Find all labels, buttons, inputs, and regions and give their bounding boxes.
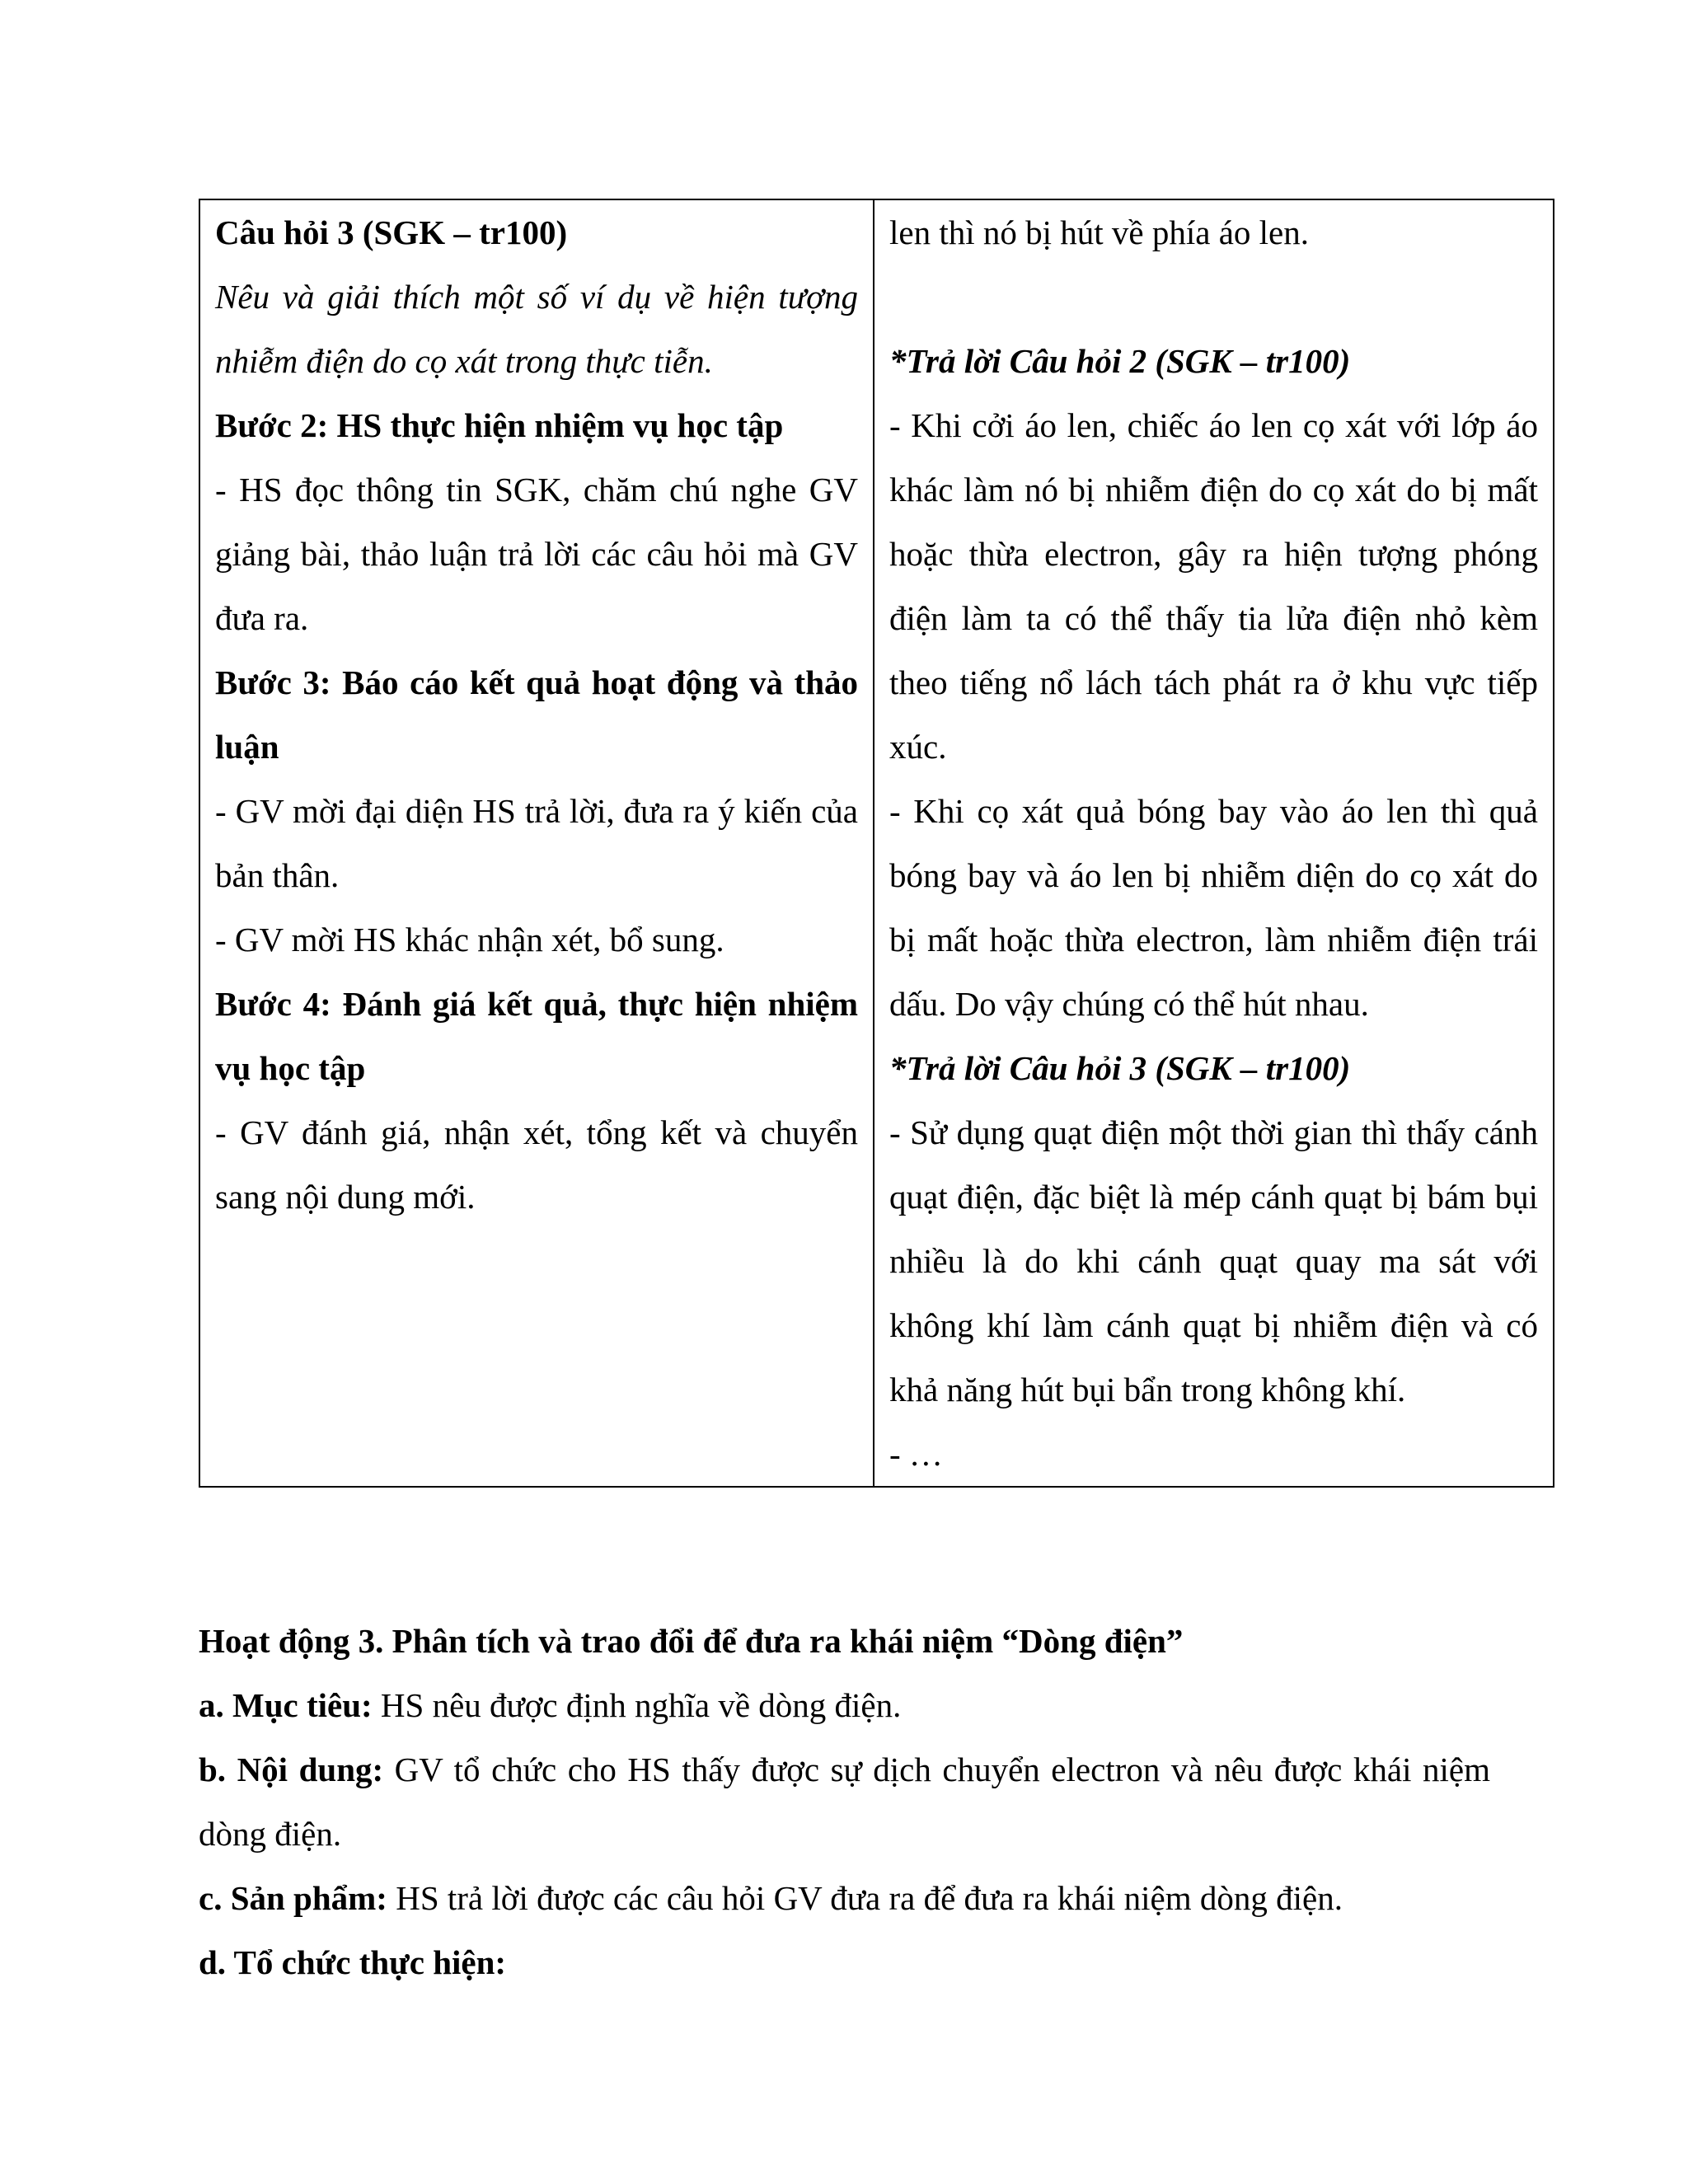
objective-paragraph — [199, 1673, 1490, 1737]
step-2-heading: Bước 2: HS thực hiện nhiệm vụ học tập — [215, 406, 784, 444]
activity-3-section — [199, 1609, 1490, 1994]
answer-3-heading: *Trả lời Câu hỏi 3 (SGK – tr100) — [889, 1049, 1351, 1087]
product-label: c. Sản phẩm: — [199, 1879, 387, 1917]
blank-line — [889, 265, 1538, 329]
teacher-activity-cell — [199, 199, 874, 1487]
table-row — [199, 199, 1554, 1487]
objective-text: HS nêu được định nghĩa về dòng điện. — [372, 1686, 902, 1724]
answer-3-text-2: - … — [889, 1435, 943, 1473]
question-3-text: Nêu và giải thích một số ví dụ về hiện tượng nhiễm điện do cọ xát trong thực tiễn. — [215, 278, 858, 380]
product-paragraph — [199, 1866, 1490, 1930]
content-paragraph — [199, 1737, 1490, 1866]
step-2-text: - HS đọc thông tin SGK, chăm chú nghe GV giảng bài, thảo luận trả lời các câu hỏi mà GV đưa ra. — [215, 471, 858, 637]
step-4-heading: Bước 4: Đánh giá kết quả, thực hiện nhiệm vụ học tập — [215, 985, 858, 1087]
answer-2-text-2: - Khi cọ xát quả bóng bay vào áo len thì quả bóng bay và áo len bị nhiễm diện do cọ xát do bị mất hoặc thừa electron, làm nhiễm điện trái dấu. Do vậy chúng có thể hút nhau. — [889, 792, 1538, 1023]
step-3-text-2: - GV mời HS khác nhận xét, bổ sung. — [215, 921, 724, 958]
step-3-heading: Bước 3: Báo cáo kết quả hoạt động và thảo luận — [215, 663, 858, 766]
answer-2-heading: *Trả lời Câu hỏi 2 (SGK – tr100) — [889, 342, 1351, 380]
answer-3-text-1: - Sử dụng quạt điện một thời gian thì thấy cánh quạt điện, đặc biệt là mép cánh quạt bị bám bụi nhiều là do khi cánh quạt quay ma sát với không khí làm cánh quạt bị nhiễm điện và có khả năng hút bụi bẩn trong không khí. — [889, 1113, 1538, 1408]
implementation-heading: d. Tổ chức thực hiện: — [199, 1943, 507, 1981]
continued-answer-text: len thì nó bị hút về phía áo len. — [889, 213, 1309, 251]
step-4-text: - GV đánh giá, nhận xét, tổng kết và chuyển sang nội dung mới. — [215, 1113, 858, 1216]
question-3-heading: Câu hỏi 3 (SGK – tr100) — [215, 213, 568, 251]
product-text: HS trả lời được các câu hỏi GV đưa ra để đưa ra khái niệm dòng điện. — [387, 1879, 1343, 1917]
activity-3-title: Hoạt động 3. Phân tích và trao đổi để đưa ra khái niệm “Dòng điện” — [199, 1622, 1184, 1660]
expected-answer-cell — [874, 199, 1554, 1487]
answer-2-text-1: - Khi cởi áo len, chiếc áo len cọ xát với lớp áo khác làm nó bị nhiễm điện do cọ xát do bị mất hoặc thừa electron, gây ra hiện tượng phóng điện làm ta có thể thấy tia lửa điện nhỏ kèm theo tiếng nổ lách tách phát ra ở khu vực tiếp xúc. — [889, 406, 1538, 766]
objective-label: a. Mục tiêu: — [199, 1686, 373, 1724]
lesson-table — [199, 199, 1554, 1488]
content-label: b. Nội dung: — [199, 1750, 384, 1788]
content-text: GV tổ chức cho HS thấy được sự dịch chuyển electron và nêu được khái niệm dòng điện. — [199, 1750, 1490, 1853]
step-3-text-1: - GV mời đại diện HS trả lời, đưa ra ý kiến của bản thân. — [215, 792, 858, 894]
